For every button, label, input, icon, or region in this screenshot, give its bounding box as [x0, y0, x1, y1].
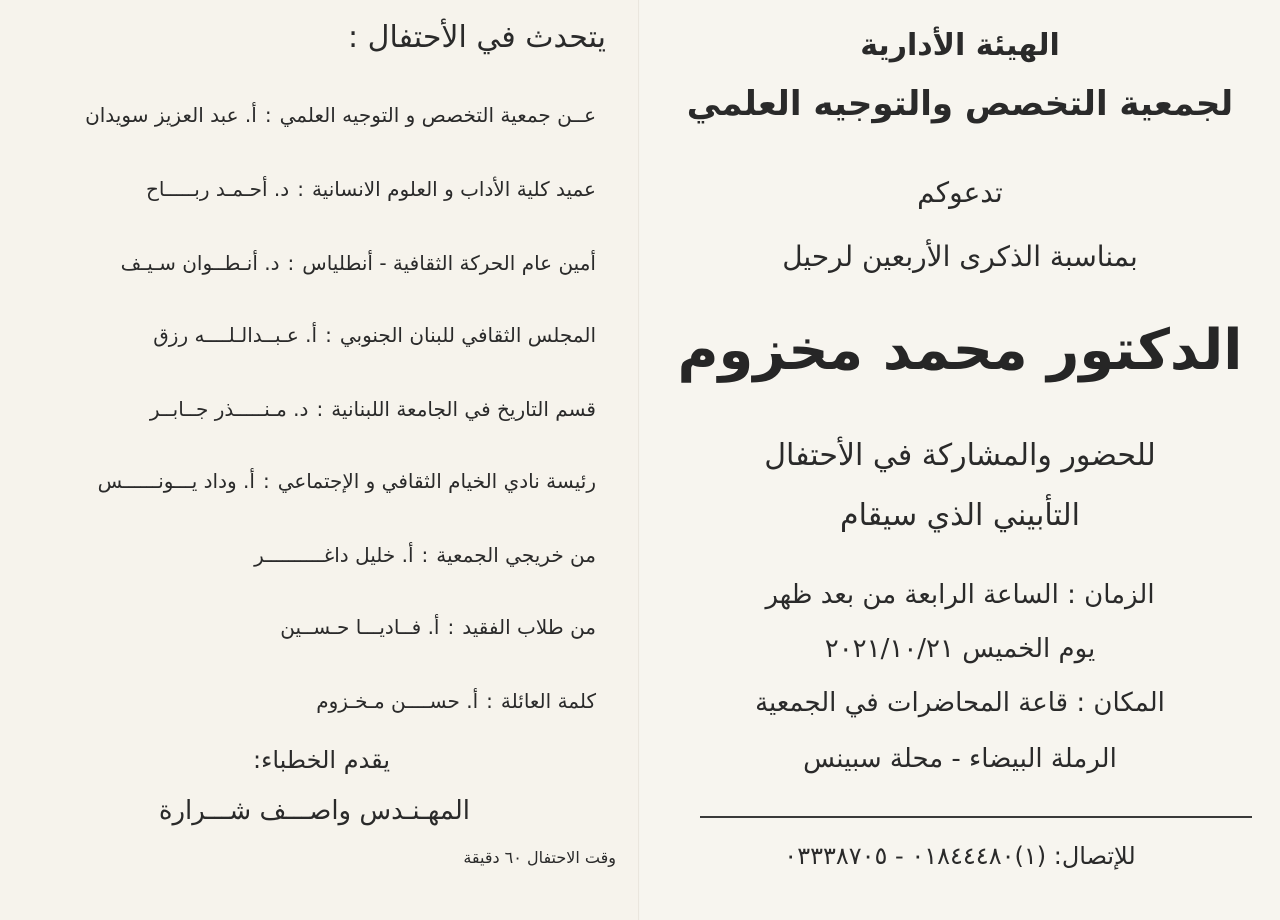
speaker-name: أ. خليل داغــــــــــر	[254, 543, 414, 567]
speaker-row	[316, 686, 596, 716]
speaker-row	[153, 320, 596, 350]
speaker-name: د. أنـطــوان سـيـف	[120, 251, 280, 275]
speaker-role: كلمة العائلة	[500, 689, 596, 713]
speaker-row	[85, 100, 596, 130]
speaker-separator: :	[447, 615, 455, 639]
speaker-role: المجلس الثقافي للبنان الجنوبي	[339, 323, 596, 347]
org-line-1: الهيئة الأدارية	[860, 28, 1060, 63]
speaker-row	[98, 466, 596, 496]
speaker-name: أ. فــاديـــا حـســين	[280, 615, 440, 639]
speaker-separator: :	[297, 177, 304, 201]
speaker-separator: :	[262, 469, 270, 493]
speaker-name: د. أحـمـد ربـــــاح	[145, 177, 290, 201]
speaker-row	[146, 174, 596, 204]
contact-info: للإتصال: (١)٠١٨٤٤٤٨٠ - ٠٣٣٣٨٧٠٥	[784, 842, 1136, 870]
speaker-role: رئيسة نادي الخيام الثقافي و الإجتماعي	[277, 469, 596, 493]
event-duration: وقت الاحتفال ٦٠ دقيقة	[463, 848, 616, 867]
speaker-separator: :	[264, 103, 272, 127]
attend-line-1: للحضور والمشاركة في الأحتفال	[764, 438, 1156, 473]
speaker-separator: :	[486, 689, 493, 713]
org-line-2: لجمعية التخصص والتوجيه العلمي	[686, 84, 1234, 124]
speaker-name: أ. وداد يـــونــــــس	[97, 469, 255, 493]
speaker-role: من خريجي الجمعية	[436, 543, 596, 567]
speaker-role: من طلاب الفقيد	[462, 615, 596, 639]
speaker-role: عميد كلية الأداب و العلوم الانسانية	[311, 177, 596, 201]
speaker-role: قسم التاريخ في الجامعة اللبنانية	[331, 397, 596, 421]
speaker-name: د. مـنـــــذر جــابــر	[149, 397, 309, 421]
divider-line	[700, 816, 1252, 818]
speaker-separator: :	[325, 323, 332, 347]
event-time: الزمان : الساعة الرابعة من بعد ظهر	[765, 580, 1155, 610]
speaker-separator: :	[287, 251, 295, 275]
right-panel	[640, 0, 1280, 920]
event-date: يوم الخميس ٢٠٢١/١٠/٢١	[824, 634, 1096, 664]
speaker-row	[254, 540, 596, 570]
speakers-title: يتحدث في الأحتفال :	[348, 20, 606, 55]
presenter-name: المهـنـدس واصـــف شـــرارة	[158, 796, 470, 826]
attend-line-2: التأبيني الذي سيقام	[840, 498, 1080, 533]
event-place-2: الرملة البيضاء - محلة سبينس	[803, 744, 1117, 774]
speaker-role: عــن جمعية التخصص و التوجيه العلمي	[279, 103, 596, 127]
invite-text: تدعوكم	[917, 176, 1003, 209]
event-place-1: المكان : قاعة المحاضرات في الجمعية	[755, 688, 1165, 718]
speaker-row	[280, 612, 596, 642]
speaker-role: أمين عام الحركة الثقافية - أنطلياس	[302, 251, 596, 275]
speaker-separator: :	[421, 543, 429, 567]
speaker-row	[121, 248, 596, 278]
speaker-row	[150, 394, 596, 424]
speaker-name: أ. عـبــدالـلــــه رزق	[153, 323, 318, 347]
speaker-separator: :	[316, 397, 324, 421]
speaker-name: أ. عبد العزيز سويدان	[85, 103, 257, 127]
presenter-title: يقدم الخطباء:	[253, 746, 390, 774]
speaker-name: أ. حســــن مـخـزوم	[316, 689, 479, 713]
honoree-name: الدكتور محمد مخزوم	[677, 318, 1243, 383]
occasion-text: بمناسبة الذكرى الأربعين لرحيل	[782, 240, 1138, 273]
